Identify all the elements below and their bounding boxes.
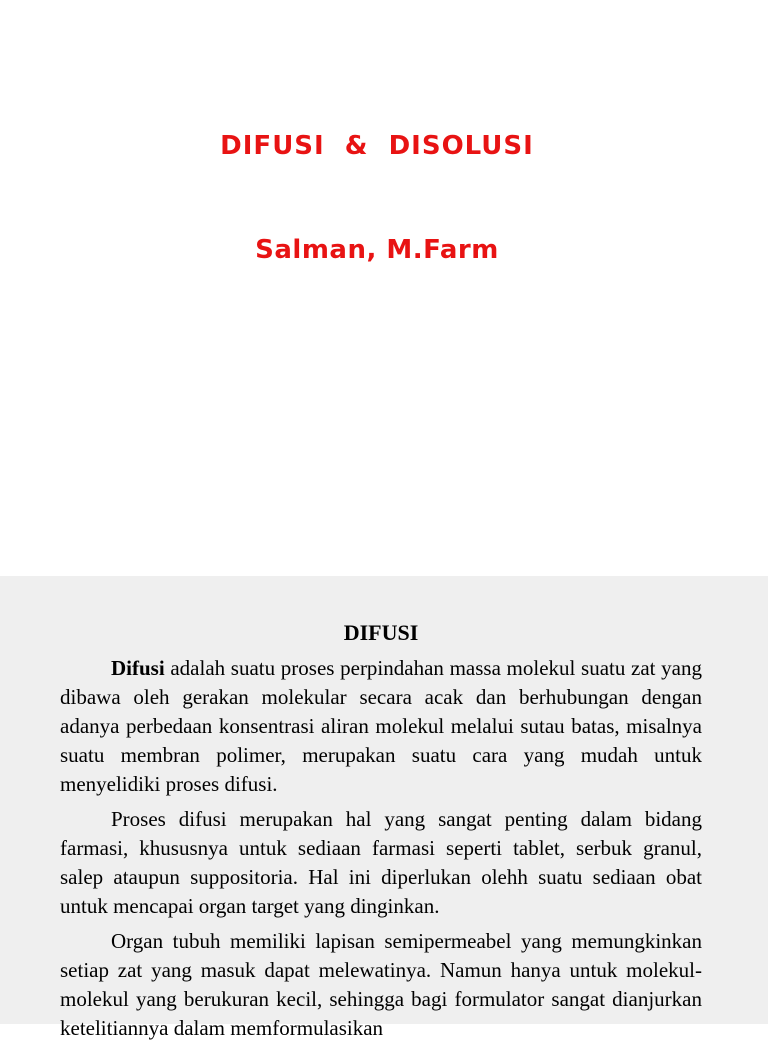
document-body bbox=[60, 654, 702, 1049]
paragraph-text: adalah suatu proses perpindahan massa molekul suatu zat yang dibawa oleh gerakan molekular secara acak dan berhubungan dengan adanya perbedaan konsentrasi aliran molekul melalui sutau batas, misalnya suatu membran polimer, merupakan suatu cara yang mudah untuk menyelidiki proses difusi. bbox=[60, 656, 702, 796]
term-difusi: Difusi bbox=[111, 656, 165, 680]
paragraph-difusi-importance bbox=[60, 805, 702, 921]
document-heading: DIFUSI bbox=[343, 620, 419, 645]
paragraph-text: Organ tubuh memiliki lapisan semipermeabel yang memungkinkan setiap zat yang masuk dapat melewatinya. Namun hanya untuk molekul-molekul yang berukuran kecil, sehingga bagi formulator sangat dianjurkan ketelitiannya dalam memformulasikan bbox=[60, 929, 702, 1040]
slide-author: Salman, M.Farm bbox=[255, 235, 499, 265]
paragraph-difusi-definition bbox=[60, 654, 702, 799]
paragraph-organ-membrane bbox=[60, 927, 702, 1043]
document-page bbox=[0, 576, 768, 1040]
slide-title: DIFUSI & DISOLUSI bbox=[220, 131, 534, 161]
paragraph-text: Proses difusi merupakan hal yang sangat penting dalam bidang farmasi, khususnya untuk sediaan farmasi seperti tablet, serbuk granul, salep ataupun suppositoria. Hal ini diperlukan olehh suatu sediaan obat untuk mencapai organ target yang dinginkan. bbox=[60, 807, 702, 918]
